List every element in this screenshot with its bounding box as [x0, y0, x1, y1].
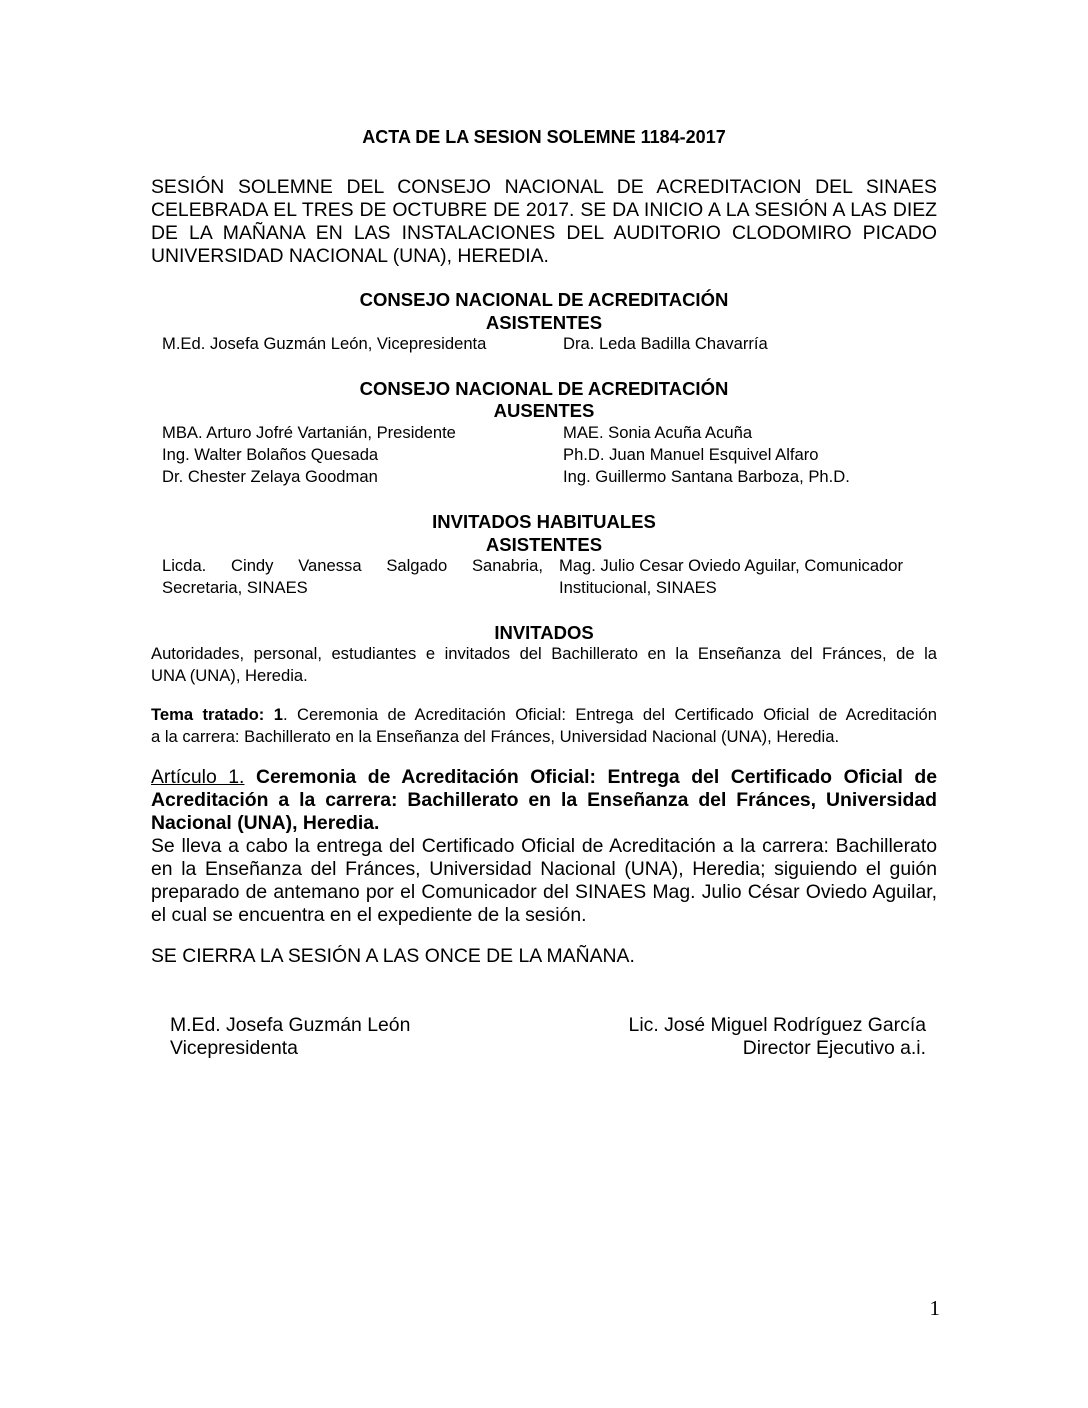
- articulo-title: Ceremonia de Acreditación Oficial: Entrega del Certificado Oficial de: [256, 766, 938, 788]
- tema-line: a la carrera: Bachillerato en la Enseñanza del Fránces, Universidad Nacional (UNA), Heredia.: [151, 727, 840, 746]
- section4-heading: INVITADOS: [494, 622, 594, 643]
- section3-heading: INVITADOS HABITUALES: [432, 511, 656, 532]
- member-name: Dr. Chester Zelaya Goodman: [162, 467, 378, 486]
- articulo-body-line: en la Enseñanza del Fránces, Universidad Nacional (UNA), Heredia; siguiendo el guión: [151, 858, 937, 880]
- section1-right-member: Dra. Leda Badilla Chavarría: [563, 334, 768, 353]
- document-title: ACTA DE LA SESION SOLEMNE 1184-2017: [362, 127, 726, 147]
- articulo-title-line: Nacional (UNA), Heredia.: [151, 812, 380, 834]
- member-name: Mag. Julio Cesar Oviedo Aguilar, Comunicador: [559, 556, 904, 575]
- tema-line: [151, 704, 937, 726]
- signatory-name: Lic. José Miguel Rodríguez García: [628, 1014, 926, 1036]
- section2-left-list: [162, 422, 456, 488]
- section3-subheading: ASISTENTES: [485, 534, 603, 555]
- section2-subheading: AUSENTES: [493, 400, 595, 421]
- closing-statement: SE CIERRA LA SESIÓN A LAS ONCE DE LA MAÑANA.: [151, 945, 635, 967]
- section1-heading: CONSEJO NACIONAL DE ACREDITACIÓN: [359, 289, 729, 310]
- section3-right-list: [559, 555, 931, 599]
- intro-line: SESIÓN SOLEMNE DEL CONSEJO NACIONAL DE ACREDITACION DEL SINAES: [151, 176, 937, 198]
- section2-heading: CONSEJO NACIONAL DE ACREDITACIÓN: [359, 378, 729, 399]
- signatory-role: Vicepresidenta: [170, 1037, 298, 1059]
- tema-paragraph: [151, 704, 937, 748]
- articulo-body-line: preparado de antemano por el Comunicador del SINAES Mag. Julio César Oviedo Aguilar,: [151, 881, 937, 903]
- section1-subheading: ASISTENTES: [485, 312, 603, 333]
- member-name: MBA. Arturo Jofré Vartanián, Presidente: [162, 423, 456, 442]
- member-name: Ph.D. Juan Manuel Esquivel Alfaro: [563, 445, 819, 464]
- member-role: Secretaria, SINAES: [162, 578, 308, 597]
- articulo-label: Artículo 1.: [151, 766, 245, 788]
- page-number: 1: [929, 1296, 940, 1320]
- section4-paragraph: [151, 643, 937, 687]
- section3-left-list: [162, 555, 543, 599]
- articulo-paragraph: [151, 766, 937, 927]
- intro-line: UNIVERSIDAD NACIONAL (UNA), HEREDIA.: [151, 245, 549, 267]
- member-name: Ing. Walter Bolaños Quesada: [162, 445, 379, 464]
- articulo-title-line: Acreditación a la carrera: Bachillerato en la Enseñanza del Fránces, Universidad: [151, 789, 937, 811]
- paragraph-line: Autoridades, personal, estudiantes e invitados del Bachillerato en la Enseñanza del Fránces, de la: [151, 644, 937, 663]
- articulo-title-line: [151, 766, 937, 789]
- articulo-body-line: el cual se encuentra en el expediente de la sesión.: [151, 904, 587, 926]
- section2-right-list: [563, 422, 850, 488]
- member-name: Ing. Guillermo Santana Barboza, Ph.D.: [563, 467, 850, 486]
- articulo-body-line: Se lleva a cabo la entrega del Certificado Oficial de Acreditación a la carrera: Bachillerato: [151, 835, 937, 857]
- paragraph-line: UNA (UNA), Heredia.: [151, 666, 308, 685]
- intro-paragraph: [151, 176, 937, 268]
- member-role: Institucional, SINAES: [559, 578, 717, 597]
- intro-line: CELEBRADA EL TRES DE OCTUBRE DE 2017. SE DA INICIO A LA SESIÓN A LAS DIEZ: [151, 199, 937, 221]
- member-name: MAE. Sonia Acuña Acuña: [563, 423, 753, 442]
- section1-left-member: M.Ed. Josefa Guzmán León, Vicepresidenta: [162, 334, 487, 353]
- member-name: Licda. Cindy Vanessa Salgado Sanabria,: [162, 556, 543, 575]
- intro-line: DE LA MAÑANA EN LAS INSTALACIONES DEL AUDITORIO CLODOMIRO PICADO: [151, 222, 937, 244]
- signature-right: [560, 1014, 926, 1060]
- tema-text: . Ceremonia de Acreditación Oficial: Entrega del Certificado Oficial de Acreditación: [282, 705, 937, 724]
- signatory-role: Director Ejecutivo a.i.: [742, 1037, 926, 1059]
- signatory-name: M.Ed. Josefa Guzmán León: [170, 1014, 411, 1036]
- tema-label: Tema tratado: 1: [151, 705, 283, 724]
- signature-left: [170, 1014, 410, 1060]
